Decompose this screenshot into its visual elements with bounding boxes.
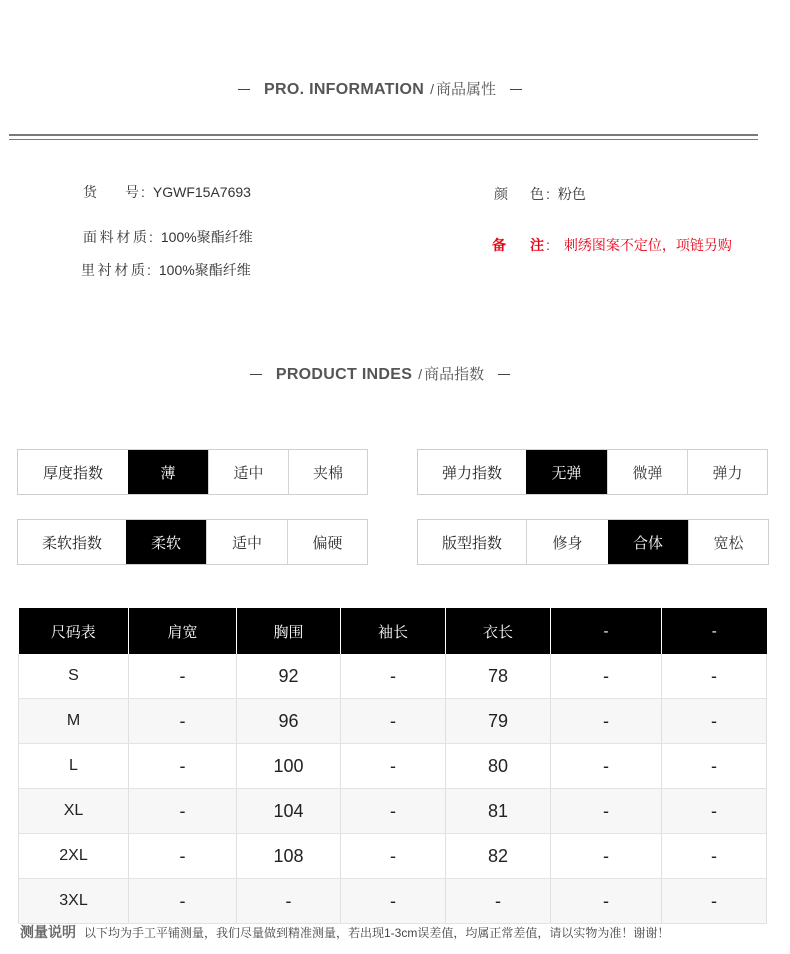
info-label: 备 注 — [492, 237, 544, 253]
header-length: 衣长 — [446, 608, 551, 654]
index-option: 弹力 — [687, 450, 767, 494]
table-cell: - — [341, 789, 446, 834]
table-row — [19, 834, 767, 879]
measure-note-title: 测量说明 — [20, 924, 76, 940]
table-cell: - — [551, 699, 662, 744]
measure-note — [20, 922, 669, 942]
table-cell: 80 — [446, 744, 551, 789]
header-sleeve: 袖长 — [341, 608, 446, 654]
index-softness — [17, 519, 368, 565]
table-cell: - — [662, 834, 767, 879]
measure-note-text: 以下均为手工平铺测量，我们尽量做到精准测量，若出现1-3cm误差值，均属正常差值，请以实物为准！谢谢！ — [84, 926, 670, 940]
info-lining — [81, 260, 251, 280]
table-cell: - — [662, 654, 767, 699]
table-cell: - — [551, 789, 662, 834]
info-colon: : — [141, 184, 145, 200]
table-cell: L — [19, 744, 129, 789]
table-cell: - — [551, 654, 662, 699]
info-colon: : — [546, 186, 550, 202]
index-thickness — [17, 449, 368, 495]
index-option: 适中 — [206, 520, 287, 564]
table-cell: 79 — [446, 699, 551, 744]
table-cell: XL — [19, 789, 129, 834]
index-option: 夹棉 — [288, 450, 367, 494]
info-value: 粉色 — [557, 186, 586, 202]
pro-information-heading — [0, 78, 760, 99]
double-rule-bottom — [9, 139, 758, 140]
index-option: 适中 — [208, 450, 288, 494]
table-cell: - — [341, 834, 446, 879]
table-cell: - — [341, 654, 446, 699]
heading-dash-left — [250, 374, 262, 375]
table-cell: 82 — [446, 834, 551, 879]
header-shoulder: 肩宽 — [129, 608, 237, 654]
heading-en: PRODUCT INDES — [275, 366, 413, 383]
table-cell: S — [19, 654, 129, 699]
info-fabric — [83, 227, 253, 247]
info-value: 100%聚酯纤维 — [160, 229, 253, 245]
index-option-selected: 柔软 — [126, 520, 206, 564]
double-rule-top — [9, 134, 758, 136]
heading-dash-left — [238, 89, 250, 90]
table-row — [19, 789, 767, 834]
table-cell: - — [551, 879, 662, 924]
info-label: 里衬材质 — [81, 262, 145, 278]
table-cell: - — [551, 834, 662, 879]
table-cell: 2XL — [19, 834, 129, 879]
heading-cn: 商品指数 — [424, 366, 485, 383]
index-name: 弹力指数 — [441, 464, 502, 482]
table-cell: - — [662, 789, 767, 834]
index-option-selected: 无弹 — [526, 450, 607, 494]
index-option-selected: 薄 — [128, 450, 208, 494]
index-option: 宽松 — [688, 520, 768, 564]
table-cell: - — [662, 744, 767, 789]
table-cell: - — [341, 699, 446, 744]
heading-cn: 商品属性 — [435, 81, 496, 98]
info-color — [494, 184, 586, 204]
table-cell: M — [19, 699, 129, 744]
table-cell: - — [662, 699, 767, 744]
table-cell: 81 — [446, 789, 551, 834]
table-cell: - — [129, 789, 237, 834]
size-table — [18, 608, 767, 924]
index-option-selected: 合体 — [608, 520, 688, 564]
index-name: 柔软指数 — [41, 534, 102, 552]
table-cell: 96 — [237, 699, 341, 744]
info-colon: : — [149, 229, 153, 245]
table-cell: 78 — [446, 654, 551, 699]
header-empty: - — [662, 608, 767, 654]
index-name: 版型指数 — [441, 534, 502, 552]
table-cell: - — [129, 699, 237, 744]
index-option: 微弹 — [607, 450, 687, 494]
table-row — [19, 744, 767, 789]
index-elasticity — [417, 449, 768, 495]
header-bust: 胸围 — [237, 608, 341, 654]
header-empty: - — [551, 608, 662, 654]
index-option: 偏硬 — [287, 520, 367, 564]
table-row — [19, 879, 767, 924]
info-value: 100%聚酯纤维 — [158, 262, 251, 278]
table-cell: - — [129, 744, 237, 789]
product-index-heading — [0, 363, 760, 384]
index-fit — [417, 519, 769, 565]
heading-en: PRO. INFORMATION — [264, 81, 425, 98]
table-cell: - — [551, 744, 662, 789]
header-size: 尺码表 — [19, 608, 129, 654]
info-value: YGWF15A7693 — [152, 184, 251, 200]
table-cell: 108 — [237, 834, 341, 879]
info-label: 货 号 — [83, 184, 139, 200]
heading-dash-right — [510, 89, 522, 90]
size-table-header — [19, 608, 767, 654]
info-remark — [492, 235, 732, 255]
info-colon: : — [546, 237, 550, 253]
info-label: 颜 色 — [494, 186, 544, 202]
info-item-number — [83, 182, 251, 202]
table-cell: 92 — [237, 654, 341, 699]
table-cell: - — [341, 744, 446, 789]
heading-dash-right — [498, 374, 510, 375]
table-cell: - — [446, 879, 551, 924]
index-name: 厚度指数 — [42, 464, 103, 482]
index-option: 修身 — [526, 520, 608, 564]
heading-slash: / — [430, 81, 434, 97]
table-cell: - — [129, 654, 237, 699]
table-cell: - — [341, 879, 446, 924]
table-cell: 104 — [237, 789, 341, 834]
heading-slash: / — [418, 366, 423, 382]
table-row — [19, 654, 767, 699]
table-cell: - — [662, 879, 767, 924]
table-cell: - — [129, 834, 237, 879]
table-cell: - — [237, 879, 341, 924]
table-row — [19, 699, 767, 744]
info-label: 面料材质 — [83, 229, 147, 245]
info-value: 刺绣图案不定位，项链另购 — [563, 237, 732, 253]
table-cell: - — [129, 879, 237, 924]
table-cell: 100 — [237, 744, 341, 789]
table-cell: 3XL — [19, 879, 129, 924]
info-colon: : — [147, 262, 151, 278]
